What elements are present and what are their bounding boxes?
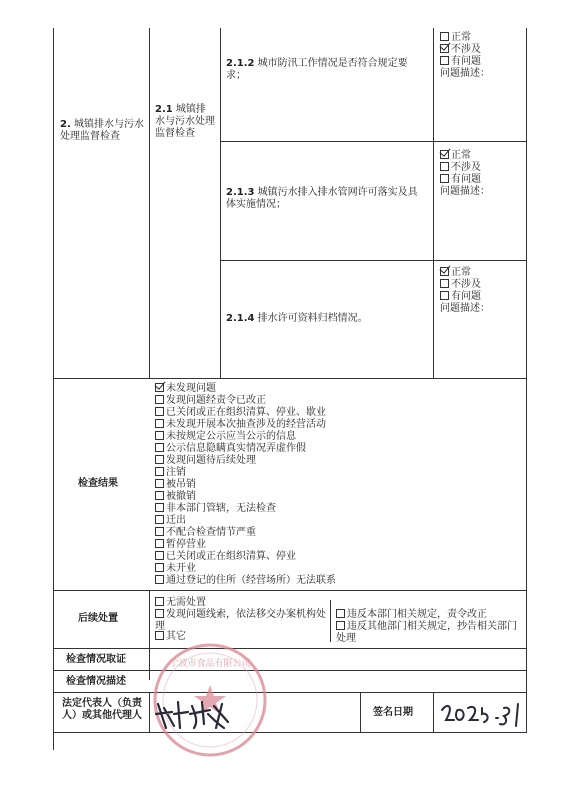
- result-checkbox[interactable]: [155, 575, 164, 584]
- result-option-label: 暂停营业: [166, 539, 206, 550]
- checkbox-problem[interactable]: [440, 291, 449, 300]
- result-checkbox[interactable]: [155, 479, 164, 488]
- result-option-label: 已关闭或正在组织清算、停业: [166, 551, 296, 562]
- desc-label: 问题描述：: [440, 68, 490, 79]
- followup-opt-transfer: [155, 609, 330, 633]
- checkbox-not-applicable[interactable]: [440, 44, 449, 53]
- result-option-label: 未按规定公示应当公示的信息: [166, 431, 296, 442]
- followup-checkbox[interactable]: [336, 609, 345, 618]
- result-checkbox[interactable]: [155, 539, 164, 548]
- option-label: 有问题: [451, 56, 481, 67]
- result-option-label: 迁出: [166, 515, 186, 526]
- check-text: 城镇污水排入排水管网许可落实及具体实施情况；: [226, 187, 418, 210]
- sub-no: 2.1: [155, 104, 173, 115]
- followup-option-label: 发现问题线索，依法移交办案机构处理: [155, 609, 326, 632]
- check-2-1-4-options: [440, 267, 490, 315]
- result-option-label: 非本部门管辖，无法检查: [166, 503, 276, 514]
- result-checkbox[interactable]: [155, 419, 164, 428]
- result-checkbox[interactable]: [155, 515, 164, 524]
- result-option-label: 发现问题经责令已改正: [166, 395, 266, 406]
- option-label: 正常: [451, 150, 471, 161]
- followup-option-label: 违反本部门相关规定，责令改正: [347, 609, 487, 620]
- followup-option-label: 无需处置: [166, 597, 206, 608]
- check-text: 城市防汛工作情况是否符合规定要求；: [226, 58, 408, 81]
- sub-title: [155, 104, 215, 140]
- followup-opt-report: [336, 621, 522, 645]
- option-label: 有问题: [451, 174, 481, 185]
- checkbox-normal[interactable]: [440, 267, 449, 276]
- followup-checkbox[interactable]: [155, 609, 164, 618]
- result-checkbox[interactable]: [155, 395, 164, 404]
- sign-date-label: 签名日期: [373, 707, 413, 718]
- result-checkbox[interactable]: [155, 527, 164, 536]
- followup-opt-correct: [336, 609, 522, 621]
- option-label: 不涉及: [451, 162, 481, 173]
- result-checkbox[interactable]: [155, 503, 164, 512]
- item-no: 2.: [60, 119, 71, 130]
- check-2-1-2-options: [440, 32, 490, 80]
- result-option-label: 被吊销: [166, 479, 196, 490]
- result-label: 检查结果: [78, 478, 118, 489]
- followup-label: 后续处置: [78, 613, 118, 624]
- result-option-label: 未发现开展本次抽查涉及的经营活动: [166, 419, 326, 430]
- result-option-label: 通过登记的住所（经营场所）无法联系: [166, 575, 336, 586]
- desc-label: 问题描述：: [440, 303, 490, 314]
- followup-checkbox[interactable]: [155, 597, 164, 606]
- result-option-label: 不配合检查情节严重: [166, 527, 256, 538]
- item-title-text: 城镇排水与污水处理监督检查: [60, 119, 144, 142]
- option-label: 正常: [451, 267, 471, 278]
- result-checkbox[interactable]: [155, 551, 164, 560]
- checkbox-not-applicable[interactable]: [440, 279, 449, 288]
- result-option-label: 注销: [166, 467, 186, 478]
- result-checkbox[interactable]: [155, 431, 164, 440]
- rep-label: 法定代表人（负责人）或其他代理人: [62, 698, 142, 721]
- option-label: 正常: [451, 32, 471, 43]
- check-2-1-3: [226, 187, 426, 211]
- result-checkbox[interactable]: [155, 563, 164, 572]
- followup-checkbox[interactable]: [336, 621, 345, 630]
- result-checkbox[interactable]: [155, 407, 164, 416]
- desc-label: 检查情况描述: [66, 676, 126, 687]
- followup-option-label: 其它: [166, 631, 186, 642]
- checkbox-normal[interactable]: [440, 150, 449, 159]
- followup-opt-none: [155, 597, 206, 609]
- check-2-1-3-options: [440, 150, 490, 198]
- option-label: 不涉及: [451, 44, 481, 55]
- checkbox-problem[interactable]: [440, 174, 449, 183]
- followup-checkbox[interactable]: [155, 631, 164, 640]
- desc-label: 问题描述：: [440, 186, 490, 197]
- result-option-label: 公示信息隐瞒真实情况弄虚作假: [166, 443, 306, 454]
- followup-option-label: 违反其他部门相关规定，抄告相关部门处理: [336, 621, 517, 644]
- check-2-1-2: [226, 58, 426, 82]
- check-text: 排水许可资料归档情况。: [257, 313, 368, 324]
- result-checkbox[interactable]: [155, 491, 164, 500]
- check-no: 2.1.3: [226, 187, 255, 198]
- option-label: 不涉及: [451, 279, 481, 290]
- result-checkbox[interactable]: [155, 455, 164, 464]
- result-option-label: 已关闭或正在组织清算、停业、歇业: [166, 407, 326, 418]
- representative-signature: [152, 694, 262, 734]
- result-checkbox[interactable]: [155, 467, 164, 476]
- sub-title-text: 城镇排水与污水处理监督检查: [155, 104, 215, 139]
- result-option-label: 发现问题待后续处理: [166, 455, 256, 466]
- option-label: 有问题: [451, 291, 481, 302]
- check-2-1-4: [226, 313, 426, 325]
- check-no: 2.1.2: [226, 58, 255, 69]
- result-option-label: 未开业: [166, 563, 196, 574]
- seal-text: 宁波市食品有限公司: [169, 659, 251, 669]
- result-checkbox[interactable]: [155, 383, 164, 392]
- result-option-label: 未发现问题: [166, 383, 216, 394]
- item-title: [60, 119, 146, 143]
- result-checkbox[interactable]: [155, 443, 164, 452]
- result-option-label: 被撤销: [166, 491, 196, 502]
- result-options: [155, 383, 336, 587]
- checkbox-problem[interactable]: [440, 56, 449, 65]
- evidence-label: 检查情况取证: [66, 654, 126, 665]
- checkbox-not-applicable[interactable]: [440, 162, 449, 171]
- handwritten-date: [438, 698, 526, 732]
- check-no: 2.1.4: [226, 313, 255, 324]
